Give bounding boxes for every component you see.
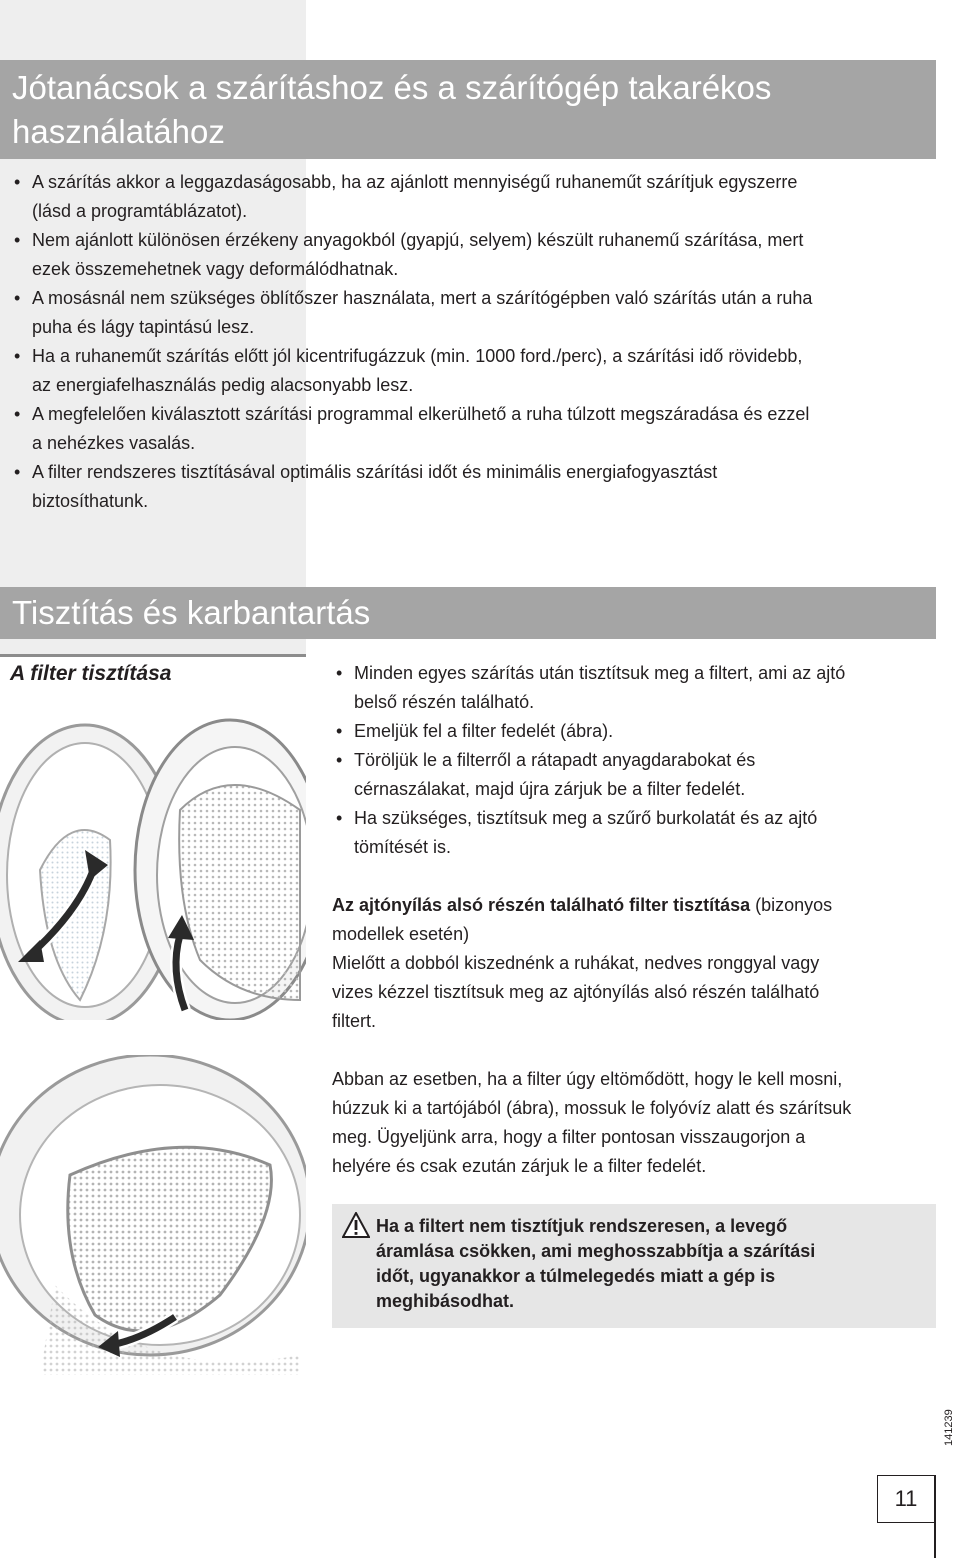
list-item: [332, 717, 936, 746]
list-item-line: puha és lágy tapintású lesz.: [32, 317, 255, 337]
subsection-title-filter-cleaning: A filter tisztítása: [10, 662, 172, 685]
list-item-line: • A filter rendszeres tisztításával optimális szárítási időt és minimális energiafogyasztást: [32, 462, 718, 482]
list-item-line: • Minden egyes szárítás után tisztítsuk meg a filtert, ami az ajtó: [354, 663, 846, 683]
list-item-line: (lásd a programtáblázatot).: [32, 201, 248, 221]
list-item: [10, 168, 930, 226]
page-number: 11: [877, 1475, 935, 1523]
section-title-cleaning: Tisztítás és karbantartás: [0, 587, 936, 639]
paragraph-line: helyére és csak ezután zárjuk le a filter fedelét.: [332, 1156, 707, 1176]
filter-removal-illustration: [0, 1055, 306, 1375]
list-item-line: • A szárítás akkor a leggazdaságosabb, ha az ajánlott mennyiségű ruhaneműt szárítjuk egyszerre: [32, 172, 798, 192]
list-item-line: • Ha szükséges, tisztítsuk meg a szűrő burkolatát és az ajtó: [354, 808, 818, 828]
list-item-line: • A megfelelően kiválasztott szárítási programmal elkerülhető a ruha túlzott megszáradása és ezzel: [32, 404, 810, 424]
drying-tips-list: [10, 168, 930, 516]
section-title-line-1: Jótanácsok a szárításhoz és a szárítógép takarékos: [12, 69, 772, 106]
list-item-line: • Ha a ruhaneműt szárítás előtt jól kicentrifugázzuk (min. 1000 ford./perc), a szárítási idő rövidebb,: [32, 346, 803, 366]
paragraph-line: Abban az esetben, ha a filter úgy eltömődött, hogy le kell mosni,: [332, 1069, 843, 1089]
filter-cleaning-list: [332, 659, 936, 862]
warning-line: időt, ugyanakkor a túlmelegedés miatt a gép is: [376, 1266, 776, 1286]
paragraph-line: modellek esetén): [332, 924, 470, 944]
lower-filter-heading: [332, 891, 936, 920]
paragraph-line: húzzuk ki a tartójából (ábra), mossuk le folyóvíz alatt és szárítsuk: [332, 1098, 852, 1118]
list-item-line: • Nem ajánlott különösen érzékeny anyagokból (gyapjú, selyem) készült ruhanemű szárítása, mert: [32, 230, 804, 250]
warning-triangle-icon: [342, 1212, 370, 1238]
list-item: [332, 804, 936, 862]
list-item-line: biztosíthatunk.: [32, 491, 149, 511]
clogged-filter-paragraph: [332, 1065, 936, 1181]
list-item: [332, 746, 936, 804]
list-item-line: • A mosásnál nem szükséges öblítőszer használata, mert a szárítógépben való szárítás után a ruha: [32, 288, 813, 308]
page-number-rule: [934, 1475, 936, 1558]
list-item-line: tömítését is.: [354, 837, 452, 857]
document-code-text: 141239: [943, 1409, 955, 1446]
list-item: [10, 400, 930, 458]
section-title-line-2: használatához: [12, 113, 225, 150]
list-item: [10, 226, 930, 284]
list-item-line: a nehézkes vasalás.: [32, 433, 196, 453]
list-item-line: az energiafelhasználás pedig alacsonyabb lesz.: [32, 375, 414, 395]
list-item-line: • Töröljük le a filterről a rátapadt anyagdarabokat és: [354, 750, 756, 770]
list-item-line: ezek összemehetnek vagy deformálódhatnak.: [32, 259, 399, 279]
list-item: [10, 342, 930, 400]
list-item: [10, 284, 930, 342]
door-filter-lift-illustration: [0, 700, 306, 1020]
warning-line: Ha a filtert nem tisztítjuk rendszeresen, a levegő: [376, 1216, 788, 1236]
list-item: [332, 659, 936, 717]
section-title-drying-tips: [0, 60, 936, 159]
paragraph-line: Mielőtt a dobból kiszednénk a ruhákat, nedves ronggyal vagy: [332, 953, 820, 973]
warning-line: meghibásodhat.: [376, 1291, 515, 1311]
list-item-line: • Emeljük fel a filter fedelét (ábra).: [354, 721, 614, 741]
warning-box: [332, 1204, 936, 1328]
paragraph-line: filtert.: [332, 1011, 377, 1031]
list-item-line: cérnaszálakat, majd újra zárjuk be a filter fedelét.: [354, 779, 746, 799]
sidebar-divider: [0, 654, 306, 657]
warning-line: áramlása csökken, ami meghosszabbítja a szárítási: [376, 1241, 816, 1261]
paragraph-line: vizes kézzel tisztítsuk meg az ajtónyílás alsó részén található: [332, 982, 820, 1002]
paragraph-line: meg. Ügyeljünk arra, hogy a filter pontosan visszaugorjon a: [332, 1127, 806, 1147]
lower-filter-heading-rest: (bizonyos: [750, 895, 833, 915]
lower-filter-heading-bold: Az ajtónyílás alsó részén található filter tisztítása: [332, 895, 751, 915]
lower-filter-paragraph: [332, 891, 936, 1036]
list-item-line: belső részén található.: [354, 692, 535, 712]
list-item: [10, 458, 930, 516]
